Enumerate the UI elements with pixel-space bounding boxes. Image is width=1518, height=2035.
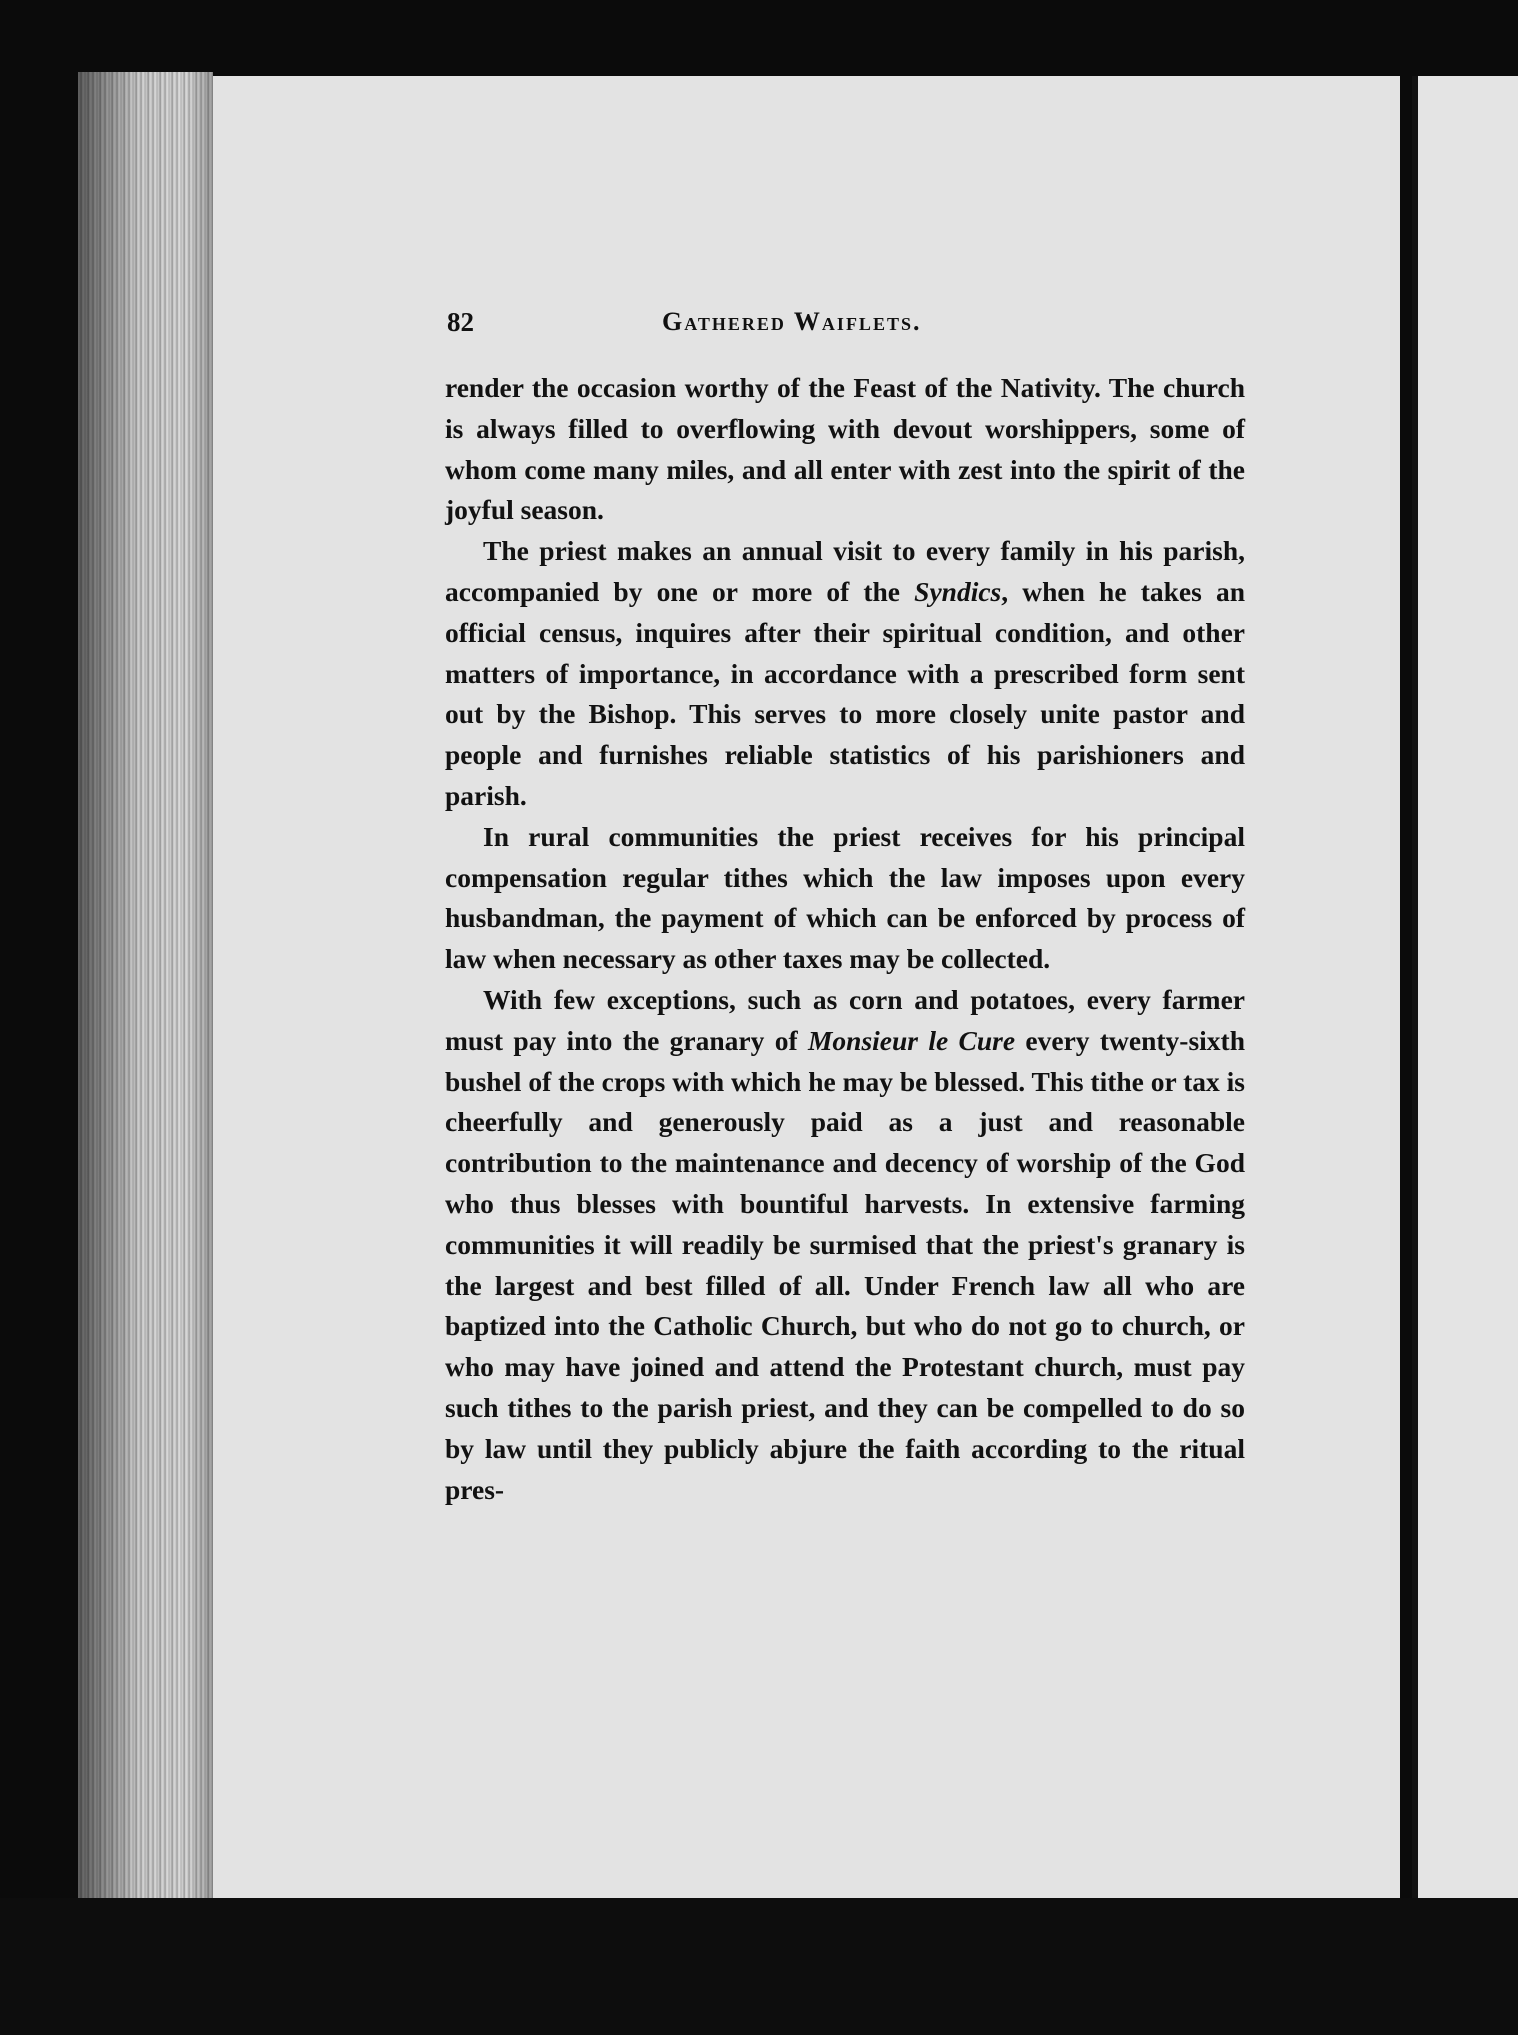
paragraph-text: , when he takes an official census, inquires after their spiritual condition, and other matters of importance, in accordance with a prescribed form sent out by the Bishop. This serves to more closely unite pastor and people and furnishes reliable statistics of his parishioners and parish. (445, 575, 1245, 811)
paragraph-text: With few exceptions, such as corn and potatoes, every farmer must pay into the granary of (445, 983, 1245, 1056)
body-text (445, 368, 1245, 1510)
paragraph-text: render the occasion worthy of the Feast of the Nativity. The church is always filled to overflowing with devout worshippers, some of whom come many miles, and all enter with zest into the spirit of the joyful season. (445, 372, 1245, 526)
book-page-edges (78, 72, 213, 1977)
paragraph-text: The priest makes an annual visit to every family in his parish, accompanied by one or more of the (445, 535, 1245, 607)
paragraph-text: every twenty-sixth bushel of the crops with which he may be blessed. This tithe or tax is cheerfully and generously paid as a just and reasonable contribution to the maintenance and decency of worship of the God who thus blesses with bountiful harvests. In extensive farming communities it will readily be surmised that the priest's granary is the largest and best filled of all. Under French law all who are baptized into the Catholic Church, but who do not go to church, or who may have joined and attend the Protestant church, must pay such tithes to the parish priest, and they can be compelled to do so by law until they publicly abjure the faith according to the ritual pres- (445, 1024, 1245, 1505)
paragraph (445, 817, 1245, 980)
paragraph-text: In rural communities the priest receives for his principal compensation regular tithes which the law imposes upon every husbandman, the payment of which can be enforced by process of law when necessary as other taxes may be collected. (445, 820, 1245, 975)
italic-text: Monsieur le Cure (807, 1024, 1016, 1056)
facing-page-edge (1412, 76, 1518, 1898)
paragraph (445, 531, 1245, 817)
running-head (447, 302, 1245, 342)
scan-border (0, 1898, 1518, 2035)
paragraph (445, 368, 1245, 531)
italic-text: Syndics (914, 575, 1002, 607)
paragraph (445, 980, 1245, 1510)
page-number: 82 (447, 307, 474, 337)
running-title: Gathered Waiflets. (662, 307, 922, 336)
